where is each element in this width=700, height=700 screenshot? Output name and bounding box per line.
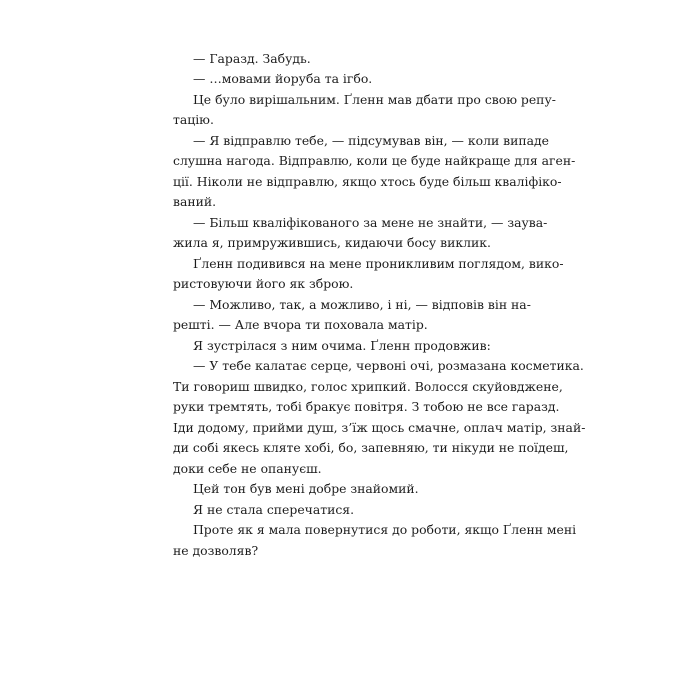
- text-line: ди собі якесь кляте хобі, бо, запевняю, ти нікуди не поїдеш,: [173, 440, 569, 455]
- text-line: Проте як я мала повернутися до роботи, якщо Ґленн мені: [193, 522, 577, 537]
- text-line: Ти говориш швидко, голос хрипкий. Волосся скуйовджене,: [173, 379, 563, 394]
- text-line: жила я, примружившись, кидаючи босу виклик.: [173, 235, 491, 250]
- text-line: — Гаразд. Забудь.: [193, 51, 311, 66]
- text-line: ції. Ніколи не відправлю, якщо хтось буде більш кваліфіко-: [173, 174, 562, 189]
- text-line: тацію.: [173, 112, 214, 127]
- text-line: слушна нагода. Відправлю, коли це буде найкраще для аген-: [173, 153, 576, 168]
- text-line: Це було вирішальним. Ґленн мав дбати про свою репу-: [193, 92, 556, 107]
- text-line: решті. — Але вчора ти поховала матір.: [173, 317, 428, 332]
- text-line: — Я відправлю тебе, — підсумував він, — коли випаде: [193, 133, 549, 148]
- text-line: Я не стала сперечатися.: [193, 502, 355, 517]
- text-line: не дозволяв?: [173, 543, 259, 558]
- text-line: доки себе не опануєш.: [173, 461, 322, 476]
- text-line: — Більш кваліфікованого за мене не знайти, — заува-: [193, 215, 548, 230]
- text-line: Я зустрілася з ним очима. Ґленн продовжив:: [193, 338, 491, 353]
- text-line: Цей тон був мені добре знайомий.: [193, 481, 419, 496]
- text-line: — Можливо, так, а можливо, і ні, — відповів він на-: [193, 297, 531, 312]
- text-line: Іди додому, прийми душ, з’їж щось смачне, оплач матір, знай-: [173, 420, 586, 435]
- text-line: — …мовами йоруба та ігбо.: [193, 71, 373, 86]
- text-line: руки тремтять, тобі бракує повітря. З тобою не все гаразд.: [173, 399, 560, 414]
- text-line: — У тебе калатає серце, червоні очі, розмазана косметика.: [193, 358, 584, 373]
- text-line: ваний.: [173, 194, 217, 209]
- text-line: ристовуючи його як зброю.: [173, 276, 354, 291]
- text-line: Ґленн подивився на мене проникливим поглядом, вико-: [193, 256, 564, 271]
